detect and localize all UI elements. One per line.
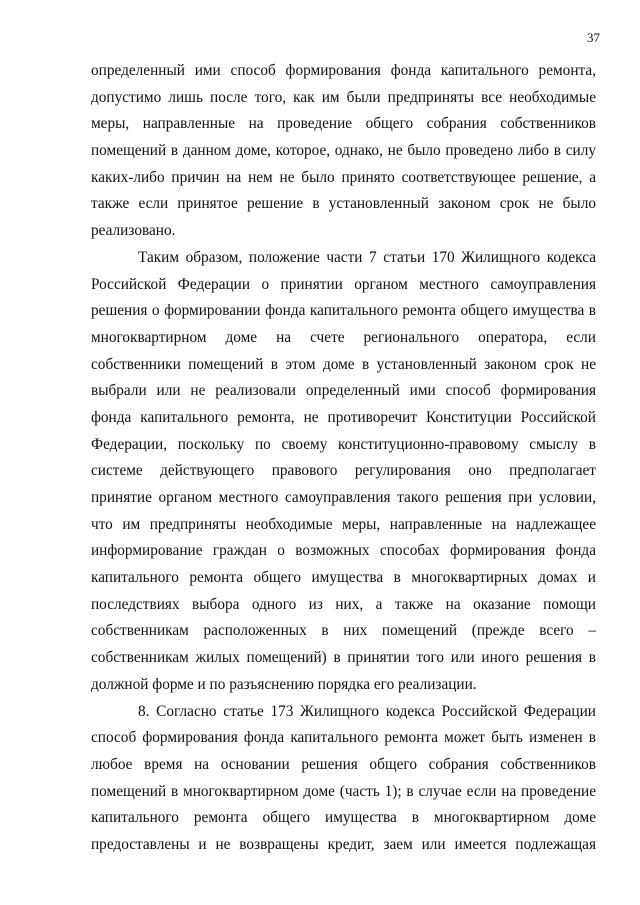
- text-line: собственникам жилых помещений) в принятии того или иного решения в: [91, 649, 596, 667]
- text-line: выбрали или не реализовали определенный ими способ формирования: [91, 382, 596, 400]
- paragraph: [91, 245, 596, 699]
- text-line: каких-либо причин на нем не было принято соответствующее решение, а: [91, 168, 596, 186]
- text-line: также если принятое решение в установленный законом срок не было: [91, 195, 596, 213]
- text-line: капитального ремонта общего имущества в многоквартирном доме: [91, 809, 596, 827]
- text-line: многоквартирном доме на счете регионального оператора, если: [91, 328, 596, 346]
- text-line: помещений в данном доме, которое, однако, не было проведено либо в силу: [91, 142, 596, 160]
- text-line: принятие органом местного самоуправления такого решения при условии,: [91, 489, 596, 506]
- text-line: Российской Федерации о принятии органом местного самоуправления: [91, 275, 596, 293]
- text-line: капитального ремонта общего имущества в многоквартирных домах и: [91, 569, 596, 587]
- text-line: Федерации, поскольку по своему конституционно-правовому смыслу в: [91, 435, 596, 453]
- text-line: способ формирования фонда капитального ремонта может быть изменен в: [91, 729, 596, 747]
- text-line: определенный ими способ формирования фонда капитального ремонта,: [91, 62, 596, 79]
- text-line: системе действующего правового регулирования оно предполагает: [91, 462, 596, 480]
- text-line: меры, направленные на проведение общего собрания собственников: [91, 115, 596, 133]
- text-line: собственники помещений в этом доме в установленный законом срок не: [91, 355, 596, 373]
- text-line: Таким образом, положение части 7 статьи 170 Жилищного кодекса: [138, 248, 596, 266]
- document-body: [91, 58, 596, 859]
- text-line: что им предприняты необходимые меры, направленные на надлежащее: [91, 515, 596, 533]
- text-line: любое время на основании решения общего собрания собственников: [91, 755, 596, 773]
- text-line: 8. Согласно статье 173 Жилищного кодекса Российской Федерации: [138, 702, 596, 720]
- paragraph: [91, 58, 596, 245]
- paragraph: [91, 699, 596, 859]
- text-line: предоставлены и не возвращены кредит, заем или имеется подлежащая: [91, 835, 596, 853]
- page-number: 37: [587, 30, 600, 45]
- text-line: собственникам расположенных в них помещений (прежде всего –: [91, 622, 596, 640]
- text-line: помещений в многоквартирном доме (часть 1); в случае если на проведение: [91, 782, 596, 800]
- text-line: фонда капитального ремонта, не противоречит Конституции Российской: [91, 408, 596, 426]
- text-line: последствиях выбора одного из них, а также на оказание помощи: [91, 595, 596, 613]
- text-line: решения о формировании фонда капитального ремонта общего имущества в: [91, 302, 596, 320]
- text-line: должной форме и по разъяснению порядка его реализации.: [91, 675, 477, 693]
- text-line: информирование граждан о возможных способах формирования фонда: [91, 542, 596, 560]
- text-line: реализовано.: [91, 222, 176, 240]
- text-line: допустимо лишь после того, как им были предприняты все необходимые: [91, 88, 596, 106]
